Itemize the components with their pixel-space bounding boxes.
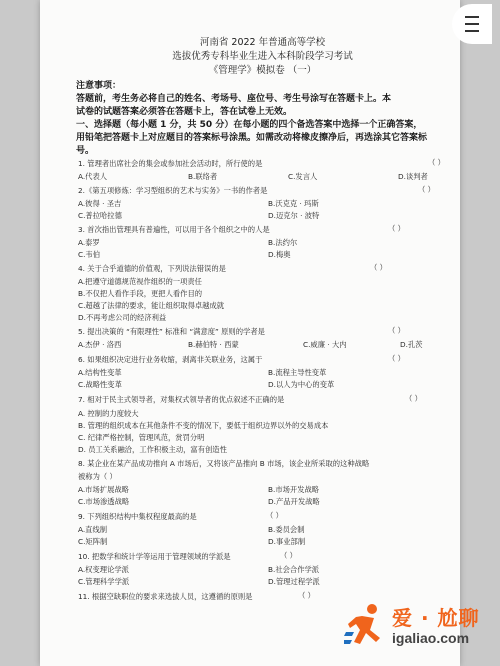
question-6-answer-paren: （ ）: [388, 354, 405, 363]
question-10-answer-paren: （ ）: [280, 551, 297, 560]
menu-icon-bar: [465, 23, 479, 25]
option-d: D.管理过程学派: [268, 577, 320, 586]
question-8-stem-line-2: 被称为（ ）: [78, 472, 117, 481]
question-10-stem: 10. 把数学和统计学等运用于管理领域的学派是: [78, 552, 231, 561]
notice-line-1: 答题前，考生务必将自己的姓名、考场号、座位号、考生号涂写在答题卡上。本: [76, 94, 392, 104]
option-a: A.直线制: [78, 525, 108, 534]
notice-line-3: 一、选择题（每小题 1 分，共 50 分）在每小题的四个备选答案中选择一个正确答案，: [76, 120, 423, 130]
question-4-option-a: A.把遵守道德规范视作组织的一项责任: [78, 277, 202, 286]
option-d: D.梅奥: [268, 250, 291, 259]
option-a: A.杰伊 · 洛西: [78, 340, 122, 349]
question-5-answer-paren: （ ）: [388, 326, 405, 335]
question-4-option-d: D.不再考虑公司的经济利益: [78, 313, 167, 322]
menu-icon-bar: [465, 30, 479, 32]
option-a: A.代表人: [78, 172, 108, 181]
option-d: D.迈克尔 · 波特: [268, 211, 320, 220]
question-7-option-b: B. 管理的组织成本在其他条件不变的情况下，要低于组织边界以外的交易成本: [78, 421, 329, 430]
option-b: B.委员会制: [268, 525, 305, 534]
question-9-answer-paren: （ ）: [266, 511, 283, 520]
question-11-stem: 11. 根据空缺职位的要求来选拔人员，这遵循的原则是: [78, 592, 253, 601]
option-a: A.彼得 · 圣吉: [78, 199, 122, 208]
option-d: D.谈判者: [398, 172, 428, 181]
question-5-stem: 5. 提出决策的 “有限理性” 标准和 “满意度” 原则的学者是: [78, 327, 265, 336]
option-b: B.法约尔: [268, 238, 298, 247]
menu-button[interactable]: [452, 4, 492, 44]
option-c: C.发言人: [288, 172, 318, 181]
option-d: D.孔茨: [400, 340, 423, 349]
question-2-answer-paren: （ ）: [418, 185, 435, 194]
question-4-answer-paren: （ ）: [370, 263, 387, 272]
option-a: A.泰罗: [78, 238, 100, 247]
question-2-stem: 2.《第五项修炼：学习型组织的艺术与实务》一书的作者是: [78, 186, 268, 195]
notice-block: [76, 80, 456, 158]
option-a: A.市场扩展战略: [78, 485, 129, 494]
notice-line-5: 号。: [76, 146, 95, 156]
option-b: B.赫伯特 · 西蒙: [188, 340, 239, 349]
option-b: B.市场开发战略: [268, 485, 320, 494]
notice-title: 注意事项：: [76, 81, 122, 91]
option-d: D.以人为中心的变革: [268, 380, 335, 389]
option-c: C.威廉 · 大内: [303, 340, 347, 349]
question-7-option-a: A. 控制的力度较大: [78, 409, 139, 418]
question-1-answer-paren: （ ）: [428, 158, 445, 167]
question-8-stem: 8. 某企业在某产品成功推向 A 市场后，又将该产品推向 B 市场，该企业所采取的这种战略: [78, 459, 370, 468]
header-line-3: 《管理学》模拟卷 （一）: [208, 65, 317, 76]
watermark-domain: igaliao.com: [392, 630, 470, 646]
question-3-stem: 3. 首次指出管理具有普遍性，可以用于各个组织之中的人是: [78, 225, 270, 234]
watermark-brand: 爱 · 尬聊: [392, 606, 480, 630]
notice-line-2: 试卷的试题答案必须答在答题卡上，答在试卷上无效。: [76, 107, 293, 117]
option-c: C.矩阵制: [78, 537, 108, 546]
question-4-option-b: B.不仅把人看作手段，更把人看作目的: [78, 289, 203, 298]
document-page: [40, 0, 460, 666]
option-a: A.结构性变革: [78, 368, 122, 377]
option-d: D.事业部制: [268, 537, 306, 546]
option-b: B.联络者: [188, 172, 218, 181]
question-11-answer-paren: （ ）: [298, 591, 315, 600]
option-c: C.管理科学学派: [78, 577, 130, 586]
menu-icon-bar: [465, 16, 479, 18]
option-a: A.权变理论学派: [78, 565, 129, 574]
question-3-answer-paren: （ ）: [388, 224, 405, 233]
option-b: B.社会合作学派: [268, 565, 320, 574]
question-9-stem: 9. 下列组织结构中集权程度最高的是: [78, 512, 197, 521]
question-7-option-d: D. 员工关系融洽，工作积极主动，富有创造性: [78, 445, 227, 454]
option-d: D.产品开发战略: [268, 497, 320, 506]
question-7-option-c: C. 纪律严格控制，管理风范，赏罚分明: [78, 433, 205, 442]
runner-logo-icon: [344, 602, 388, 648]
watermark-logo: [344, 600, 494, 652]
option-c: C.普拉哈拉德: [78, 211, 122, 220]
question-4-option-c: C.超越了法律的要求，能让组织取得卓越成就: [78, 301, 225, 310]
header-line-2: 选拔优秀专科毕业生进入本科阶段学习考试: [172, 51, 353, 62]
option-c: C.韦伯: [78, 250, 101, 259]
option-b: B.沃克克 · 玛斯: [268, 199, 319, 208]
notice-line-4: 用铅笔把答题卡上对应题目的答案标号涂黑。如需改动将橡皮擦净后，再选涂其它答案标: [76, 133, 428, 143]
header-line-1: 河南省 2022 年普通高等学校: [199, 37, 326, 48]
question-4-stem: 4. 关于合乎道德的价值观，下列说法错误的是: [78, 264, 226, 273]
question-7-stem: 7. 相对于民主式领导者，对集权式领导者的优点叙述不正确的是: [78, 395, 285, 404]
option-c: C.战略性变革: [78, 380, 122, 389]
option-b: B.流程主导性变革: [268, 368, 327, 377]
question-1-stem: 1. 管理者出席社会的集会或参加社会活动时，所行使的是: [78, 159, 263, 168]
question-6-stem: 6. 如果组织决定进行业务收缩，剥离非关联业务，这属于: [78, 355, 263, 364]
option-c: C.市场渗透战略: [78, 497, 130, 506]
question-7-answer-paren: （ ）: [405, 394, 422, 403]
